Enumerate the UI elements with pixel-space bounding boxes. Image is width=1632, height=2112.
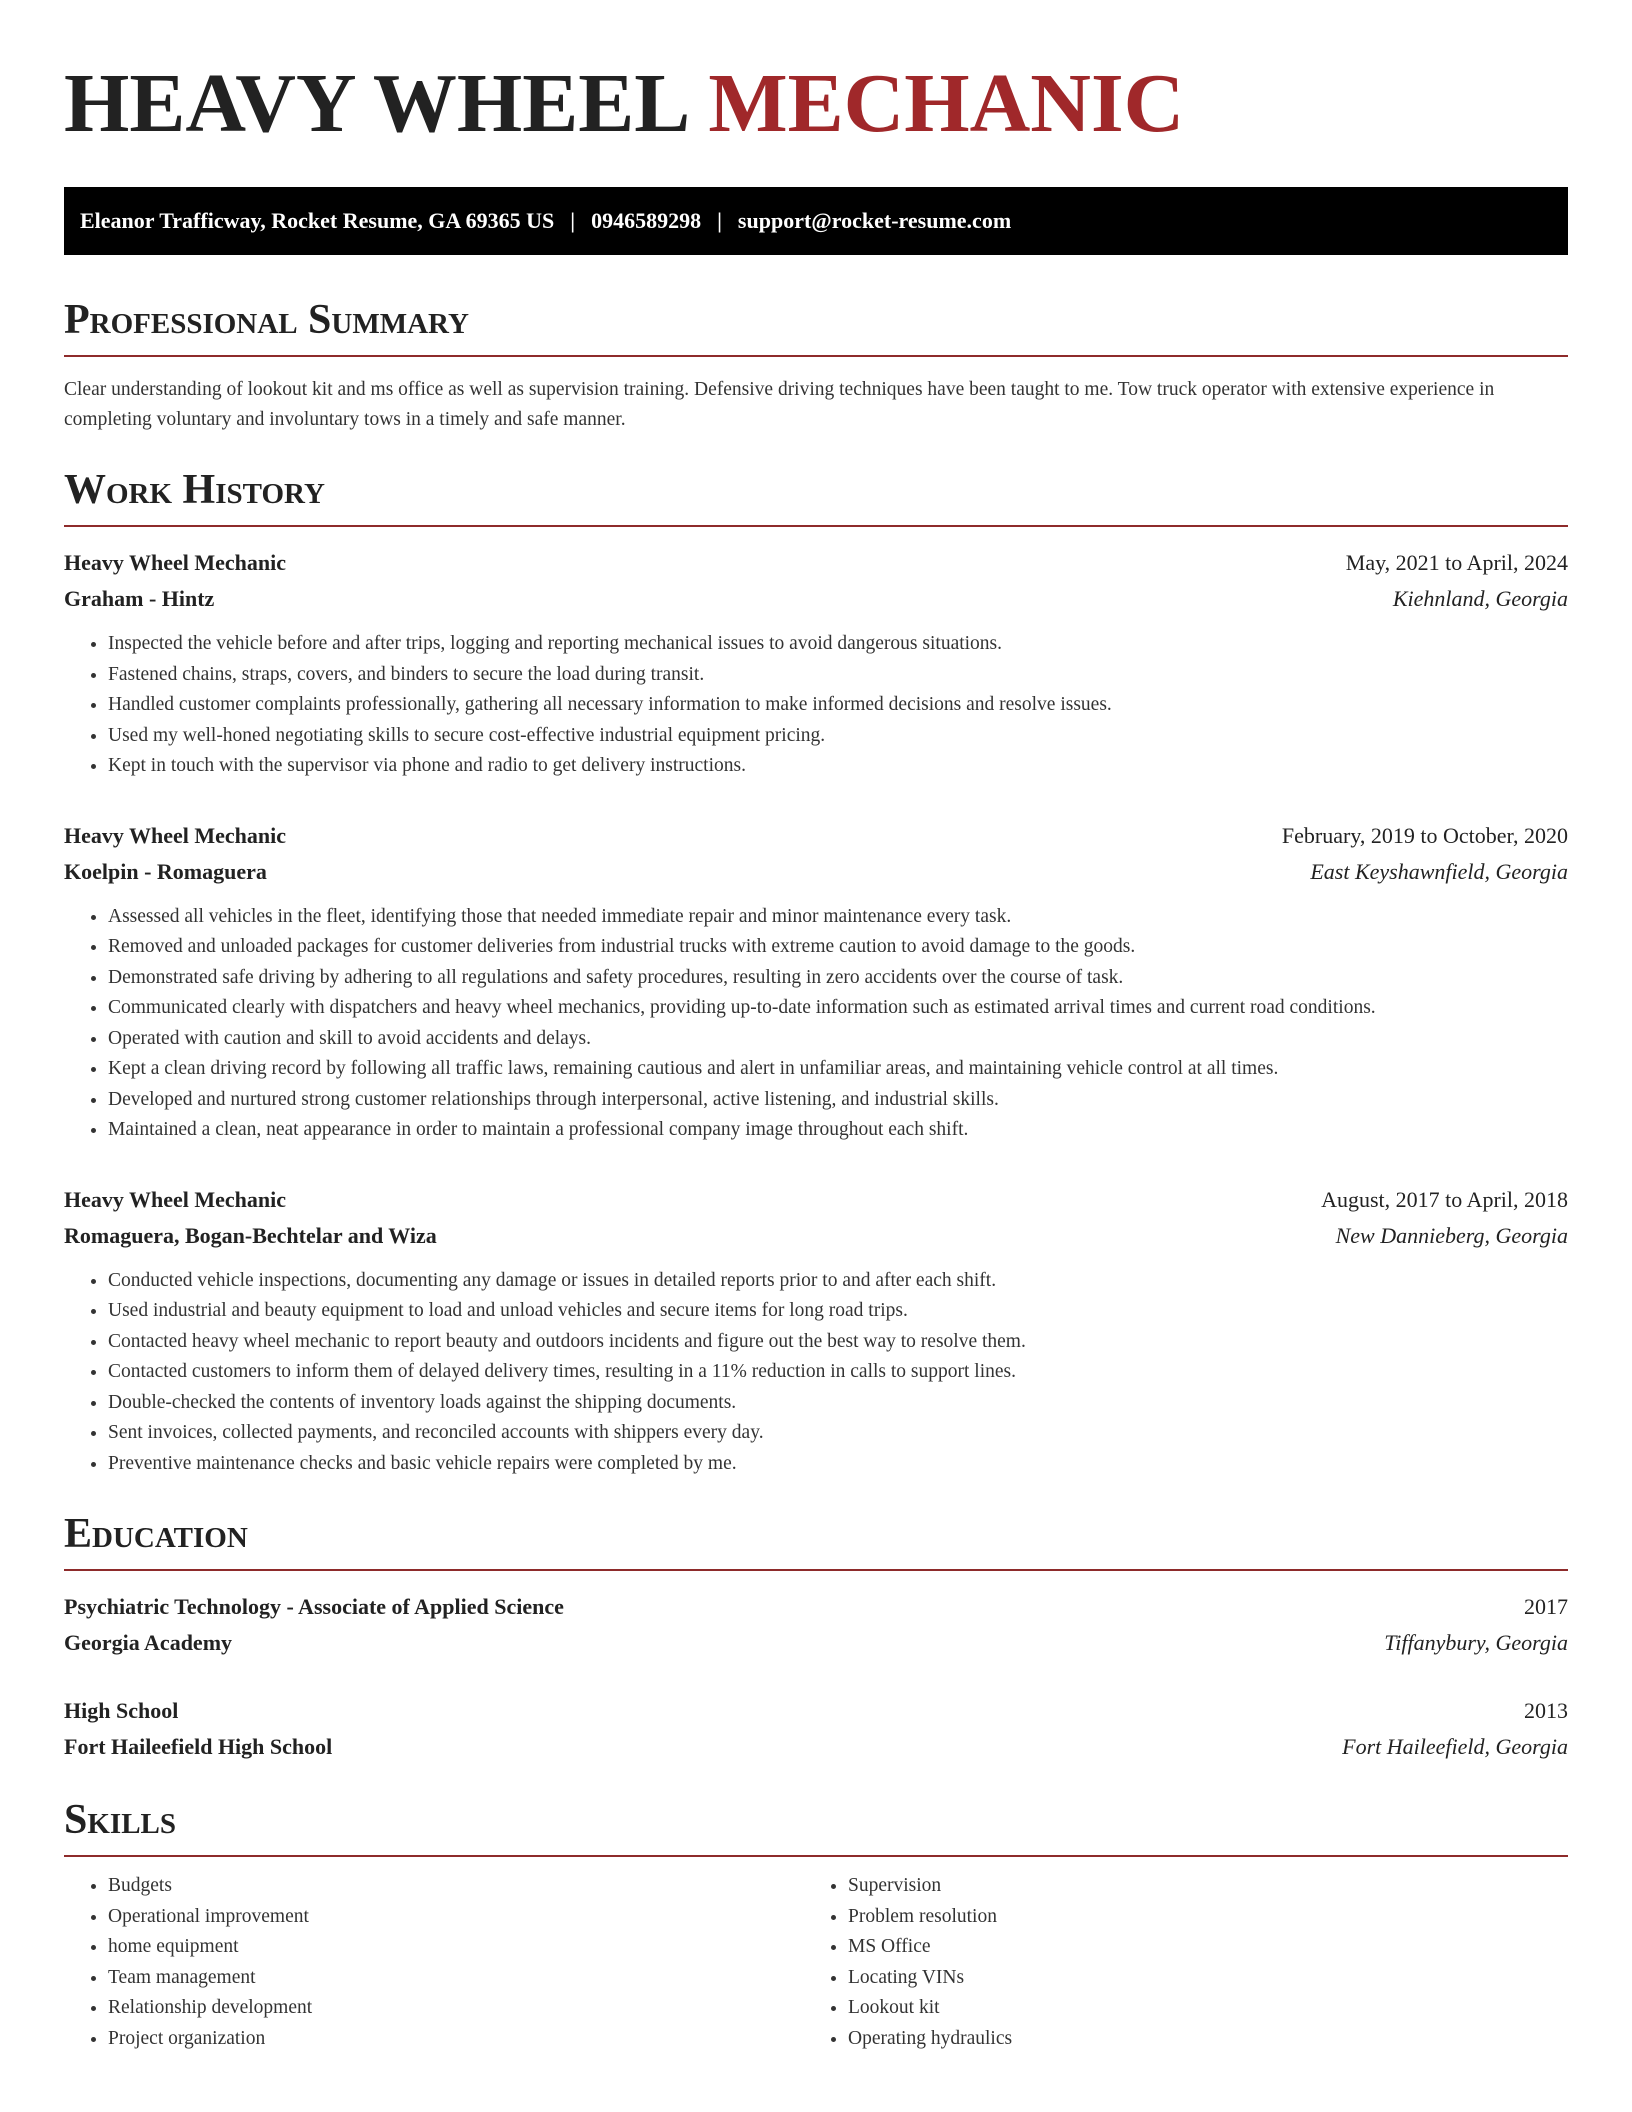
resume-title — [64, 56, 1568, 152]
skill-item: • Locating VINs — [848, 1963, 1544, 1994]
contact-email: support@rocket-resume.com — [737, 208, 1012, 233]
job-header-row — [64, 818, 1568, 854]
skill-item: • home equipment — [108, 1932, 804, 1963]
job-entry — [64, 818, 1568, 1146]
job-bullet: • Inspected the vehicle before and after trips, logging and reporting mechanical issues to avoid dangerous situations. — [108, 629, 1568, 660]
job-bullets — [64, 1266, 1568, 1480]
skills-column-right — [804, 1871, 1544, 2054]
title-part-2: MECHANIC — [708, 57, 1185, 150]
job-company-row — [64, 581, 1568, 617]
job-location: East Keyshawnfield, Georgia — [1310, 858, 1568, 884]
job-header-row — [64, 1182, 1568, 1218]
job-dates: May, 2021 to April, 2024 — [1345, 550, 1568, 575]
skill-item: • Problem resolution — [848, 1902, 1544, 1933]
education-entry — [64, 1589, 1568, 1661]
job-company: Romaguera, Bogan-Bechtelar and Wiza — [64, 1222, 437, 1248]
education-location: Tiffanybury, Georgia — [1384, 1630, 1568, 1655]
education-school-row — [64, 1625, 1568, 1661]
summary-section — [64, 295, 1568, 435]
job-entry — [64, 545, 1568, 782]
education-year: 2017 — [1524, 1594, 1568, 1619]
job-bullets — [64, 629, 1568, 782]
education-degree: Psychiatric Technology - Associate of Applied Science — [64, 1594, 564, 1619]
job-company-row — [64, 1218, 1568, 1254]
skill-item: • Supervision — [848, 1871, 1544, 1902]
section-divider — [64, 355, 1568, 357]
job-bullet: • Double-checked the contents of inventory loads against the shipping documents. — [108, 1388, 1568, 1419]
contact-phone: 0946589298 — [591, 208, 702, 233]
contact-address: Eleanor Trafficway, Rocket Resume, GA 69365 US — [80, 208, 555, 233]
education-school-row — [64, 1729, 1568, 1765]
section-divider — [64, 1855, 1568, 1857]
work-history-section — [64, 465, 1568, 1479]
job-bullet: • Contacted customers to inform them of delayed delivery times, resulting in a 11% reduction in calls to support lines. — [108, 1357, 1568, 1388]
job-bullet: • Demonstrated safe driving by adhering to all regulations and safety procedures, resulting in zero accidents over the course of task. — [108, 963, 1568, 994]
job-bullet: • Operated with caution and skill to avoid accidents and delays. — [108, 1024, 1568, 1055]
job-bullet: • Developed and nurtured strong customer relationships through interpersonal, active listening, and industrial skills. — [108, 1085, 1568, 1116]
job-company-row — [64, 854, 1568, 890]
job-company: Koelpin - Romaguera — [64, 858, 267, 884]
skill-item: • Budgets — [108, 1871, 804, 1902]
work-history-heading: Work History — [64, 467, 325, 513]
job-bullet: • Used industrial and beauty equipment to load and unload vehicles and secure items for long road trips. — [108, 1296, 1568, 1327]
job-bullets — [64, 902, 1568, 1146]
job-bullet: • Handled customer complaints professionally, gathering all necessary information to make informed decisions and resolve issues. — [108, 690, 1568, 721]
contact-separator: | — [570, 208, 576, 233]
skill-item: • Relationship development — [108, 1993, 804, 2024]
job-bullet: • Kept in touch with the supervisor via phone and radio to get delivery instructions. — [108, 751, 1568, 782]
skills-grid — [64, 1871, 1568, 2054]
job-location: New Dannieberg, Georgia — [1335, 1222, 1568, 1248]
job-bullet: • Conducted vehicle inspections, documenting any damage or issues in detailed reports prior to and after each shift. — [108, 1266, 1568, 1297]
job-bullet: • Maintained a clean, neat appearance in order to maintain a professional company image throughout each shift. — [108, 1115, 1568, 1146]
section-divider — [64, 525, 1568, 527]
job-bullet: • Contacted heavy wheel mechanic to report beauty and outdoors incidents and figure out the best way to resolve them. — [108, 1327, 1568, 1358]
section-divider — [64, 1569, 1568, 1571]
job-title: Heavy Wheel Mechanic — [64, 1186, 286, 1212]
job-dates: August, 2017 to April, 2018 — [1321, 1186, 1568, 1212]
job-company: Graham - Hintz — [64, 586, 215, 611]
job-bullet: • Assessed all vehicles in the fleet, identifying those that needed immediate repair and minor maintenance every task. — [108, 902, 1568, 933]
skill-item: • Operational improvement — [108, 1902, 804, 1933]
education-school: Georgia Academy — [64, 1630, 233, 1655]
education-degree-row — [64, 1589, 1568, 1625]
education-year: 2013 — [1524, 1698, 1568, 1723]
summary-heading: Professional Summary — [64, 297, 469, 343]
education-heading: Education — [64, 1511, 248, 1557]
summary-text: Clear understanding of lookout kit and ms office as well as supervision training. Defensive driving techniques have been taught to me. Tow truck operator with extensive experience in completing voluntary and involuntary tows in a timely and safe manner. — [64, 379, 1495, 430]
title-part-1: HEAVY WHEEL — [64, 57, 691, 150]
job-bullet: • Communicated clearly with dispatchers and heavy wheel mechanics, providing up-to-date information such as estimated arrival times and current road conditions. — [108, 993, 1568, 1024]
education-location: Fort Haileefield, Georgia — [1342, 1734, 1568, 1759]
education-entry — [64, 1693, 1568, 1765]
job-title: Heavy Wheel Mechanic — [64, 550, 286, 575]
job-bullet: • Kept a clean driving record by following all traffic laws, remaining cautious and alert in unfamiliar areas, and maintaining vehicle control at all times. — [108, 1054, 1568, 1085]
skills-heading: Skills — [64, 1797, 177, 1843]
job-bullet: • Used my well-honed negotiating skills to secure cost-effective industrial equipment pricing. — [108, 721, 1568, 752]
job-header-row — [64, 545, 1568, 581]
education-degree-row — [64, 1693, 1568, 1729]
skill-item: • Team management — [108, 1963, 804, 1994]
job-bullet: • Fastened chains, straps, covers, and binders to secure the load during transit. — [108, 660, 1568, 691]
skill-item: • MS Office — [848, 1932, 1544, 1963]
skill-item: • Lookout kit — [848, 1993, 1544, 2024]
job-dates: February, 2019 to October, 2020 — [1281, 822, 1568, 848]
job-bullet: • Preventive maintenance checks and basic vehicle repairs were completed by me. — [108, 1449, 1568, 1480]
job-entry — [64, 1182, 1568, 1480]
education-school: Fort Haileefield High School — [64, 1734, 333, 1759]
education-section — [64, 1509, 1568, 1765]
education-degree: High School — [64, 1698, 179, 1723]
skill-item: • Project organization — [108, 2024, 804, 2055]
job-location: Kiehnland, Georgia — [1392, 586, 1568, 611]
contact-separator: | — [717, 208, 722, 233]
skill-item: • Operating hydraulics — [848, 2024, 1544, 2055]
skills-column-left — [64, 1871, 804, 2054]
job-bullet: • Removed and unloaded packages for customer deliveries from industrial trucks with extreme caution to avoid damage to the goods. — [108, 932, 1568, 963]
job-bullet: • Sent invoices, collected payments, and reconciled accounts with shippers every day. — [108, 1418, 1568, 1449]
skills-section — [64, 1795, 1568, 2054]
job-title: Heavy Wheel Mechanic — [64, 822, 286, 848]
contact-bar — [64, 187, 1568, 255]
